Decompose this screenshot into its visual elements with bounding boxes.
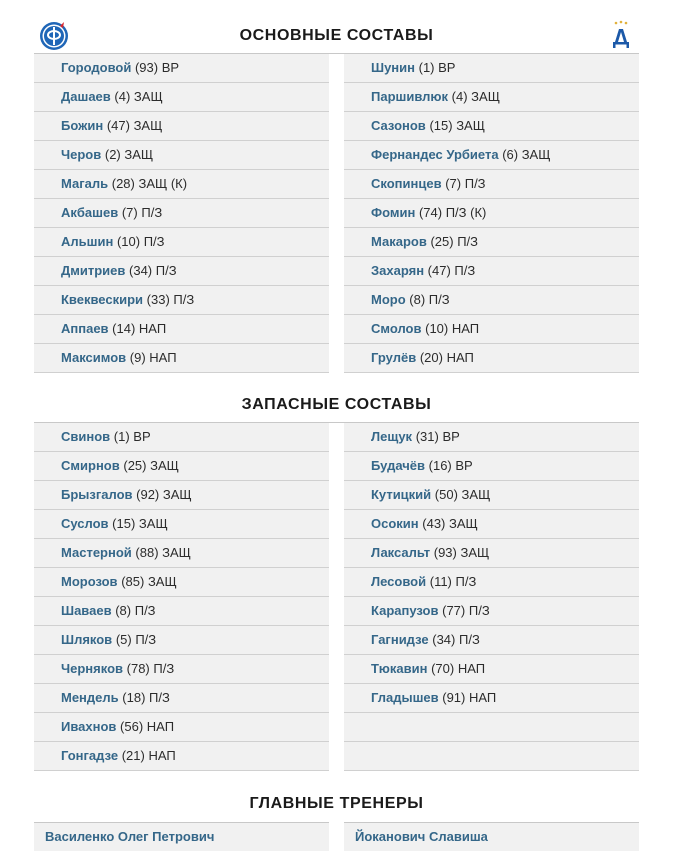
player-number: (11)	[429, 574, 452, 589]
player-name[interactable]: Акбашев	[61, 205, 119, 220]
starting-lineups-header	[34, 18, 639, 54]
player-name[interactable]: Божин	[61, 118, 104, 133]
player-number: (2)	[104, 147, 121, 162]
player-name[interactable]: Мастерной	[61, 545, 132, 560]
player-name[interactable]: Тюкавин	[371, 661, 428, 676]
player-name[interactable]: Мендель	[61, 690, 119, 705]
starting-lineup-home	[34, 54, 329, 373]
player-number: (16)	[428, 458, 452, 473]
player-number: (1)	[418, 60, 435, 75]
player-name[interactable]: Смолов	[371, 321, 422, 336]
player-row[interactable]	[34, 199, 329, 228]
substitutes-away	[344, 423, 639, 771]
player-number: (21)	[121, 748, 145, 763]
player-number: (5)	[115, 632, 132, 647]
player-row[interactable]	[344, 626, 639, 655]
player-row[interactable]	[34, 54, 329, 83]
player-row[interactable]	[34, 257, 329, 286]
player-position: ЗАЩ	[133, 89, 163, 104]
player-row[interactable]	[34, 315, 329, 344]
player-number: (47)	[106, 118, 130, 133]
player-name[interactable]: Лесовой	[371, 574, 427, 589]
player-row[interactable]	[34, 655, 329, 684]
player-row[interactable]	[34, 228, 329, 257]
player-number: (93)	[433, 545, 457, 560]
player-position: ВР	[133, 429, 151, 444]
player-name[interactable]: Гагнидзе	[371, 632, 429, 647]
player-name[interactable]: Гонгадзе	[61, 748, 119, 763]
player-row[interactable]	[34, 423, 329, 452]
player-row[interactable]	[34, 568, 329, 597]
player-number: (70)	[431, 661, 455, 676]
player-name[interactable]: Аппаев	[61, 321, 109, 336]
player-number: (7)	[445, 176, 462, 191]
player-name[interactable]: Суслов	[61, 516, 109, 531]
player-name[interactable]: Фомин	[371, 205, 416, 220]
player-name[interactable]: Сазонов	[371, 118, 426, 133]
section-title-coaches: ГЛАВНЫЕ ТРЕНЕРЫ	[249, 794, 424, 812]
player-name[interactable]: Ивахнов	[61, 719, 117, 734]
player-number: (31)	[415, 429, 439, 444]
player-number: (77)	[442, 603, 466, 618]
player-name[interactable]: Лещук	[371, 429, 413, 444]
player-row[interactable]	[34, 539, 329, 568]
player-name[interactable]: Черов	[61, 147, 102, 162]
player-row[interactable]	[344, 597, 639, 626]
player-number: (10)	[116, 234, 141, 249]
player-position: НАП	[446, 350, 474, 365]
player-position: П/З	[155, 263, 177, 278]
player-position: НАП	[138, 321, 167, 336]
substitutes-home	[34, 423, 329, 771]
player-number: (14)	[112, 321, 136, 336]
player-number: (43)	[422, 516, 446, 531]
player-number: (74)	[418, 205, 443, 220]
player-name[interactable]: Свинов	[61, 429, 111, 444]
player-row[interactable]	[344, 452, 639, 481]
player-row[interactable]	[344, 539, 639, 568]
player-number: (7)	[121, 205, 138, 220]
player-number: (78)	[126, 661, 150, 676]
empty-row	[344, 742, 639, 771]
player-number: (9)	[129, 350, 146, 365]
player-row[interactable]	[344, 286, 639, 315]
player-position: ЗАЩ	[461, 487, 491, 502]
player-position: ЗАЩ	[138, 516, 168, 531]
player-position: НАП	[146, 719, 175, 734]
player-row[interactable]	[344, 54, 639, 83]
player-name[interactable]: Макаров	[371, 234, 427, 249]
player-row[interactable]	[344, 170, 639, 199]
player-row[interactable]	[344, 568, 639, 597]
player-name[interactable]: Карапузов	[371, 603, 439, 618]
player-name[interactable]: Дмитриев	[61, 263, 126, 278]
player-position: НАП	[457, 661, 486, 676]
player-position: П/З	[468, 603, 490, 618]
player-row[interactable]	[344, 199, 639, 228]
player-position: ЗАЩ	[460, 545, 490, 560]
player-name[interactable]: Смирнов	[61, 458, 120, 473]
player-number: (91)	[442, 690, 466, 705]
player-number: (15)	[429, 118, 453, 133]
player-position: ЗАЩ	[124, 147, 154, 162]
player-name[interactable]: Осокин	[371, 516, 419, 531]
player-position: П/З	[143, 234, 165, 249]
player-name[interactable]: Шаваев	[61, 603, 112, 618]
player-row[interactable]	[34, 626, 329, 655]
coach-home	[34, 822, 329, 851]
player-name[interactable]: Фернандес Урбиета	[371, 147, 499, 162]
starting-lineup-away	[344, 54, 639, 373]
player-position: НАП	[148, 748, 176, 763]
player-row[interactable]	[344, 344, 639, 373]
player-row[interactable]	[34, 112, 329, 141]
player-name[interactable]: Скопинцев	[371, 176, 442, 191]
player-position: П/З	[459, 632, 480, 647]
player-position: П/З	[134, 603, 156, 618]
player-name[interactable]: Дашаев	[61, 89, 111, 104]
player-number: (33)	[146, 292, 170, 307]
player-position: НАП	[149, 350, 177, 365]
player-number: (50)	[434, 487, 458, 502]
player-row[interactable]	[34, 742, 329, 771]
player-name[interactable]: Альшин	[61, 234, 114, 249]
player-number: (88)	[135, 545, 159, 560]
player-name[interactable]: Магаль	[61, 176, 109, 191]
player-number: (6)	[502, 147, 519, 162]
player-position: ВР	[161, 60, 180, 75]
player-number: (4)	[114, 89, 131, 104]
player-position: ЗАЩ	[162, 545, 191, 560]
player-name[interactable]: Морозов	[61, 574, 118, 589]
player-position: П/З	[455, 574, 477, 589]
player-row[interactable]	[344, 141, 639, 170]
player-row[interactable]	[344, 510, 639, 539]
player-name[interactable]: Брызгалов	[61, 487, 133, 502]
player-number: (56)	[120, 719, 144, 734]
player-row[interactable]	[344, 684, 639, 713]
player-name[interactable]: Шляков	[61, 632, 113, 647]
player-row[interactable]	[34, 83, 329, 112]
player-number: (18)	[122, 690, 146, 705]
dynamo-logo	[606, 20, 636, 57]
player-number: (10)	[425, 321, 449, 336]
player-position: ЗАЩ	[162, 487, 192, 502]
coach-away	[344, 822, 639, 851]
player-position: ЗАЩ	[147, 574, 177, 589]
player-row[interactable]	[34, 713, 329, 742]
player-name[interactable]: Черняков	[61, 661, 124, 676]
player-number: (15)	[112, 516, 136, 531]
player-number: (34)	[432, 632, 456, 647]
player-position: П/З	[149, 690, 170, 705]
player-row[interactable]	[34, 684, 329, 713]
player-position: ВР	[438, 60, 456, 75]
player-row[interactable]	[344, 83, 639, 112]
player-number: (25)	[430, 234, 454, 249]
section-title-subs: ЗАПАСНЫЕ СОСТАВЫ	[241, 395, 432, 413]
player-number: (4)	[451, 89, 468, 104]
player-name[interactable]: Захарян	[371, 263, 425, 278]
player-name[interactable]: Будачёв	[371, 458, 426, 473]
player-number: (93)	[134, 60, 159, 75]
player-number: (34)	[129, 263, 153, 278]
player-number: (47)	[427, 263, 451, 278]
player-row[interactable]	[344, 423, 639, 452]
player-name[interactable]: Гладышев	[371, 690, 439, 705]
player-row[interactable]	[344, 112, 639, 141]
player-position: ЗАЩ	[471, 89, 500, 104]
player-name[interactable]: Лаксальт	[371, 545, 431, 560]
player-position: НАП	[469, 690, 497, 705]
player-row[interactable]	[34, 481, 329, 510]
player-number: (8)	[115, 603, 132, 618]
player-position: П/З	[464, 176, 486, 191]
player-number: (8)	[409, 292, 426, 307]
player-position: ЗАЩ	[456, 118, 485, 133]
section-title-starting: ОСНОВНЫЕ СОСТАВЫ	[239, 26, 434, 44]
substitutes-header	[34, 387, 639, 423]
player-row[interactable]	[34, 510, 329, 539]
player-name[interactable]: Паршивлюк	[371, 89, 449, 104]
player-position: П/З	[454, 263, 476, 278]
player-position: ВР	[455, 458, 473, 473]
player-position: П/З	[428, 292, 450, 307]
player-position: П/З (К)	[445, 205, 487, 220]
player-number: (25)	[123, 458, 147, 473]
player-row[interactable]	[344, 257, 639, 286]
player-number: (1)	[113, 429, 130, 444]
player-row[interactable]	[344, 228, 639, 257]
player-row[interactable]	[34, 597, 329, 626]
player-row[interactable]	[34, 141, 329, 170]
player-name[interactable]: Городовой	[61, 60, 132, 75]
player-position: П/З	[153, 661, 175, 676]
player-position: ВР	[442, 429, 460, 444]
player-name[interactable]: Максимов	[61, 350, 127, 365]
player-row[interactable]	[34, 452, 329, 481]
player-position: П/З	[135, 632, 157, 647]
player-position: ЗАЩ	[521, 147, 551, 162]
player-row[interactable]	[34, 286, 329, 315]
player-row[interactable]	[34, 170, 329, 199]
player-position: ЗАЩ	[150, 458, 179, 473]
coaches-header	[34, 786, 639, 821]
player-position: НАП	[451, 321, 480, 336]
coach-name-home[interactable]: Василенко Олег Петрович	[34, 822, 329, 851]
player-name[interactable]: Грулёв	[371, 350, 417, 365]
player-position: П/З	[141, 205, 163, 220]
player-row[interactable]	[34, 344, 329, 373]
player-number: (92)	[136, 487, 160, 502]
player-name[interactable]: Квеквескири	[61, 292, 144, 307]
player-row[interactable]	[344, 655, 639, 684]
player-number: (28)	[111, 176, 135, 191]
player-number: (20)	[419, 350, 443, 365]
player-position: ЗАЩ	[449, 516, 478, 531]
empty-row	[344, 713, 639, 742]
player-position: П/З	[173, 292, 195, 307]
player-name[interactable]: Шунин	[371, 60, 415, 75]
player-name[interactable]: Кутицкий	[371, 487, 432, 502]
player-position: ЗАЩ (К)	[138, 176, 188, 191]
player-position: ЗАЩ	[133, 118, 163, 133]
player-position: П/З	[457, 234, 479, 249]
player-row[interactable]	[344, 481, 639, 510]
player-row[interactable]	[344, 315, 639, 344]
player-number: (85)	[121, 574, 145, 589]
coach-name-away[interactable]: Йоканович Славиша	[344, 822, 639, 851]
player-name[interactable]: Моро	[371, 292, 406, 307]
